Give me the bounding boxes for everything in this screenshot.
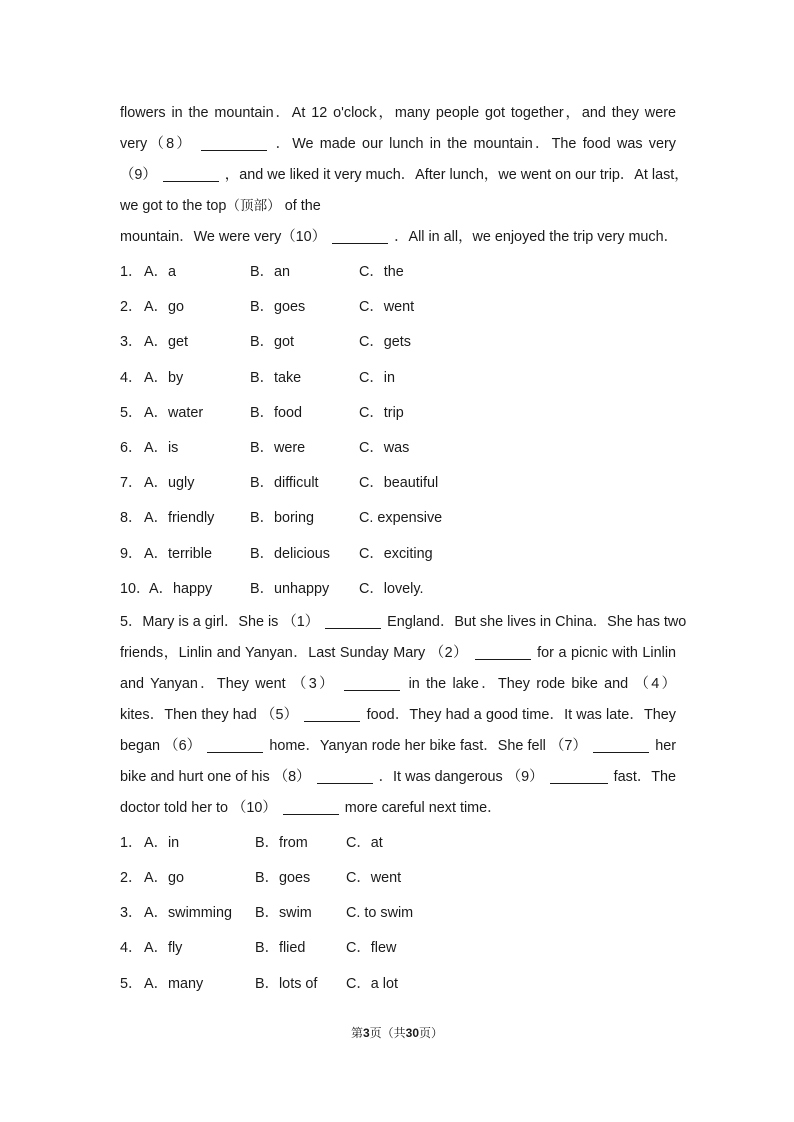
option-c[interactable]: C．at [346,834,383,851]
option-row [120,501,676,536]
option-a[interactable]: A．happy [149,580,213,597]
answer-blank[interactable] [325,611,381,629]
option-row [120,396,676,431]
footer-text: 页） [419,1026,444,1040]
option-c[interactable]: C．flew [346,940,397,957]
option-c[interactable]: C．went [346,870,402,887]
passage-line [120,129,676,160]
passage-line [120,762,676,793]
passage-line [120,700,676,731]
option-b[interactable]: B．flied [255,940,306,957]
answer-blank[interactable] [207,735,263,753]
passage-text: we got to the top [120,198,227,214]
passage-text: and Yanyan．They went （3） [120,675,336,692]
option-a[interactable]: A．ugly [144,475,195,492]
passage-text: kites．Then they had （5） [120,706,299,723]
answer-blank[interactable] [550,766,608,784]
option-b[interactable]: B．an [250,264,290,280]
option-b[interactable]: B．got [250,334,294,351]
passage-line [120,669,676,700]
passage-text: very（8） [120,136,194,152]
passage-text: mountain．We were very（10） [120,229,327,245]
option-row [120,290,676,325]
option-a[interactable]: A．swimming [144,905,232,922]
question-number: 3． [120,334,143,351]
option-a[interactable]: A．many [144,975,204,992]
passage-text: more careful next time． [344,799,502,816]
option-row [120,361,676,396]
footer-total-pages: 30 [405,1026,420,1040]
passage-text: ．All in all，we enjoyed the trip very much． [394,229,679,245]
answer-blank[interactable] [304,704,360,722]
question-number: 5． [120,404,143,421]
option-row [120,967,676,1002]
option-b[interactable]: B．food [250,404,302,421]
question-number: 10． [120,580,151,597]
option-row [120,931,676,966]
passage-text: friends，Linlin and Yanyan．Last Sunday Mary （2） [120,644,469,661]
passage-text: food．They had a good time．It was late．They [366,706,676,723]
option-a[interactable]: A．terrible [144,545,212,562]
option-c[interactable]: C．was [359,439,410,456]
option-c[interactable]: C．in [359,369,395,386]
question-number: 7． [120,475,143,492]
option-b[interactable]: B．from [255,834,308,851]
passage-text: ，and we liked it very much．After lunch，we went on our trip．At last， [224,167,689,183]
passage-text: doctor told her to （10） [120,799,277,816]
answer-blank[interactable] [201,133,267,151]
passage-gloss: （顶部） [226,198,281,214]
option-row [120,896,676,931]
passage-text: （9） [120,167,157,183]
question-number: 4． [120,940,143,957]
option-c[interactable]: C. expensive [359,510,443,527]
answer-blank[interactable] [475,642,531,660]
passage-text: home．Yanyan rode her bike fast．She fell （7） [269,737,588,754]
passage-line [120,731,676,762]
option-c[interactable]: C．exciting [359,545,433,562]
option-row [120,861,676,896]
option-row [120,572,676,607]
passage-text: began （6） [120,737,202,754]
answer-blank[interactable] [163,164,219,182]
options-list-4 [120,255,676,607]
question-number: 6． [120,439,143,456]
passage-line [120,98,676,129]
option-row [120,826,676,861]
passage-line [120,638,676,669]
option-c[interactable]: C．a lot [346,975,398,992]
passage-text: ．It was dangerous （9） [378,768,544,785]
option-a[interactable]: A．by [144,369,184,386]
passage-text: bike and hurt one of his （8） [120,768,311,785]
option-b[interactable]: B．delicious [250,545,330,562]
option-b[interactable]: B．goes [255,870,311,887]
option-b[interactable]: B．goes [250,299,306,316]
option-c[interactable]: C．the [359,264,404,280]
answer-blank[interactable] [283,797,339,815]
passage-text: ．We made our lunch in the mountain．The food was very [275,136,676,152]
passage-line [120,793,676,824]
question-number: 5． [120,975,143,992]
question-number: 8． [120,510,143,527]
option-b[interactable]: B．take [250,369,302,386]
question-number: 2． [120,870,143,887]
answer-blank[interactable] [593,735,649,753]
options-list-5 [120,826,676,1002]
option-a[interactable]: A．a [144,264,176,280]
passage-text: flowers in the mountain．At 12 o'clock，many people got together，and they were [120,105,676,121]
option-c[interactable]: C．went [359,299,415,316]
option-c[interactable]: C．gets [359,334,411,351]
option-b[interactable]: B．difficult [250,475,319,492]
option-c[interactable]: C．beautiful [359,475,439,492]
option-a[interactable]: A．go [144,870,184,887]
answer-blank[interactable] [332,226,388,244]
document-page [120,98,689,1002]
passage-text: fast．The [613,768,677,785]
passage-line [120,191,676,222]
option-a[interactable]: A．friendly [144,510,215,527]
passage-line [120,607,687,638]
passage-text: England．But she lives in China．She has two [387,613,687,630]
passage-text: for a picnic with Linlin [537,644,677,661]
option-a[interactable]: A．is [144,439,179,456]
option-row [120,255,676,290]
option-b[interactable]: B．were [250,439,306,456]
question-number: 4． [120,369,143,386]
answer-blank[interactable] [344,673,400,691]
question-number: 1． [120,264,143,280]
answer-blank[interactable] [317,766,373,784]
footer-page-number: 3 [362,1026,370,1040]
option-row [120,537,676,572]
option-row [120,325,676,360]
footer-text: 页（共 [369,1026,406,1040]
passage-text: of the [284,198,321,214]
option-a[interactable]: A．in [144,834,180,851]
question-number: 3． [120,905,143,922]
footer-text: 第 [350,1026,363,1040]
option-a[interactable]: A．get [144,334,188,351]
option-c[interactable]: C．lovely. [359,580,424,597]
question-number: 9． [120,545,143,562]
option-b[interactable]: B．lots of [255,975,318,992]
option-a[interactable]: A．water [144,404,204,421]
option-b[interactable]: B．swim [255,905,312,922]
page-footer [0,1024,794,1041]
option-a[interactable]: A．fly [144,940,183,957]
option-row [120,431,676,466]
option-c[interactable]: C. to swim [346,905,414,922]
passage-text: in the lake．They rode bike and （4） [408,675,677,692]
option-b[interactable]: B．unhappy [250,580,330,597]
option-b[interactable]: B．boring [250,510,314,527]
passage-5 [120,607,687,824]
option-c[interactable]: C．trip [359,404,404,421]
passage-text: her [655,737,677,754]
question-number: 2． [120,299,143,316]
option-a[interactable]: A．go [144,299,184,316]
option-row [120,466,676,501]
passage-line [120,160,689,191]
passage-text: 5．Mary is a girl．She is （1） [120,613,320,630]
passage-line [120,222,679,253]
question-number: 1． [120,834,143,851]
